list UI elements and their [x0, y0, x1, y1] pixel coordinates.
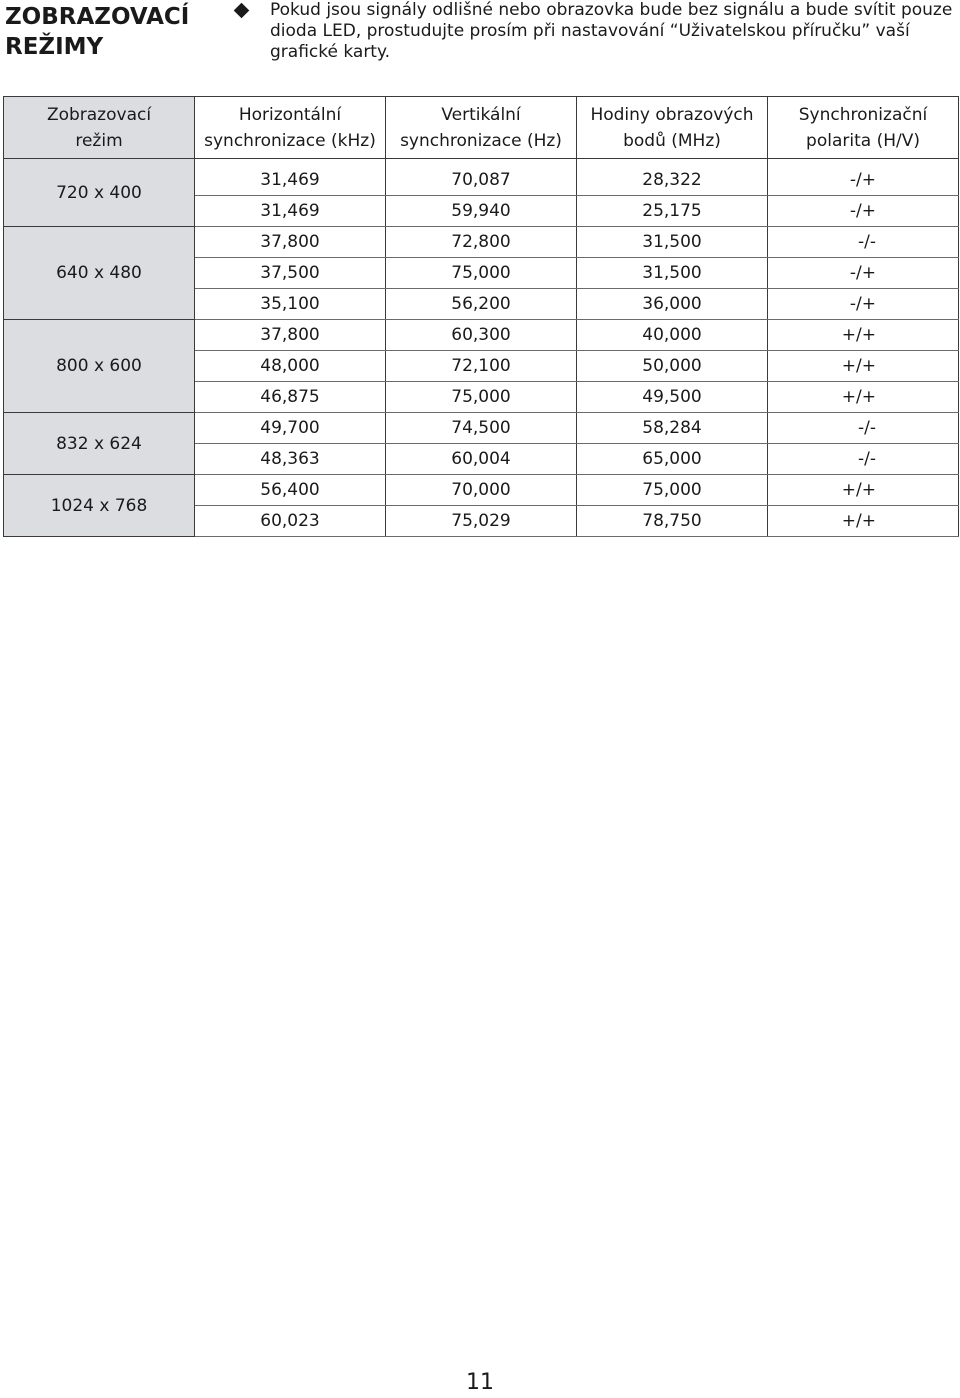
table-row [4, 159, 959, 196]
table-row [4, 413, 959, 444]
vertical-sync-cell: 59,940 [386, 196, 577, 227]
sync-polarity-cell: -/+ [768, 258, 959, 289]
horizontal-sync-cell: 31,469 [195, 159, 386, 196]
header-sync-polarity: Synchronizační polarita (H/V) [768, 97, 959, 159]
pixel-clock-cell: 31,500 [577, 258, 768, 289]
page-number: 11 [466, 1370, 494, 1395]
display-mode-cell: 1024 x 768 [4, 475, 195, 537]
horizontal-sync-cell: 37,500 [195, 258, 386, 289]
display-mode-cell: 832 x 624 [4, 413, 195, 475]
display-mode-cell: 640 x 480 [4, 227, 195, 320]
pixel-clock-cell: 28,322 [577, 159, 768, 196]
display-modes-table [3, 96, 959, 537]
sync-polarity-cell: -/- [768, 227, 959, 258]
pixel-clock-cell: 31,500 [577, 227, 768, 258]
sync-polarity-cell: +/+ [768, 506, 959, 537]
pixel-clock-cell: 75,000 [577, 475, 768, 506]
table-row [4, 475, 959, 506]
note-text: Pokud jsou signály odlišné nebo obrazovka bude bez signálu a bude svítit pouze dioda LED, prostudujte prosím při nastavování “Uživatelskou příručku” vaší grafické karty. [270, 0, 953, 62]
sync-polarity-cell: -/+ [768, 289, 959, 320]
pixel-clock-cell: 40,000 [577, 320, 768, 351]
table-header-row [4, 97, 959, 159]
horizontal-sync-cell: 31,469 [195, 196, 386, 227]
horizontal-sync-cell: 49,700 [195, 413, 386, 444]
horizontal-sync-cell: 48,363 [195, 444, 386, 475]
vertical-sync-cell: 56,200 [386, 289, 577, 320]
vertical-sync-cell: 70,087 [386, 159, 577, 196]
sync-polarity-cell: +/+ [768, 351, 959, 382]
display-mode-cell: 720 x 400 [4, 159, 195, 227]
header-horizontal-sync: Horizontální synchronizace (kHz) [195, 97, 386, 159]
pixel-clock-cell: 58,284 [577, 413, 768, 444]
horizontal-sync-cell: 60,023 [195, 506, 386, 537]
sync-polarity-cell: -/+ [768, 196, 959, 227]
sync-polarity-cell: -/- [768, 413, 959, 444]
sync-polarity-cell: -/+ [768, 159, 959, 196]
table-row [4, 227, 959, 258]
horizontal-sync-cell: 37,800 [195, 227, 386, 258]
note [236, 0, 958, 63]
pixel-clock-cell: 65,000 [577, 444, 768, 475]
pixel-clock-cell: 36,000 [577, 289, 768, 320]
vertical-sync-cell: 72,100 [386, 351, 577, 382]
vertical-sync-cell: 70,000 [386, 475, 577, 506]
pixel-clock-cell: 78,750 [577, 506, 768, 537]
header-display-mode: Zobrazovací režim [4, 97, 195, 159]
pixel-clock-cell: 50,000 [577, 351, 768, 382]
sync-polarity-cell: +/+ [768, 320, 959, 351]
pixel-clock-cell: 49,500 [577, 382, 768, 413]
vertical-sync-cell: 60,300 [386, 320, 577, 351]
vertical-sync-cell: 75,029 [386, 506, 577, 537]
vertical-sync-cell: 75,000 [386, 382, 577, 413]
section-title: ZOBRAZOVACÍ REŽIMY [5, 4, 190, 60]
table-row [4, 320, 959, 351]
pixel-clock-cell: 25,175 [577, 196, 768, 227]
sync-polarity-cell: -/- [768, 444, 959, 475]
sync-polarity-cell: +/+ [768, 475, 959, 506]
header-pixel-clock: Hodiny obrazových bodů (MHz) [577, 97, 768, 159]
display-mode-cell: 800 x 600 [4, 320, 195, 413]
vertical-sync-cell: 72,800 [386, 227, 577, 258]
horizontal-sync-cell: 37,800 [195, 320, 386, 351]
header-vertical-sync: Vertikální synchronizace (Hz) [386, 97, 577, 159]
horizontal-sync-cell: 48,000 [195, 351, 386, 382]
vertical-sync-cell: 74,500 [386, 413, 577, 444]
vertical-sync-cell: 75,000 [386, 258, 577, 289]
horizontal-sync-cell: 46,875 [195, 382, 386, 413]
horizontal-sync-cell: 56,400 [195, 475, 386, 506]
horizontal-sync-cell: 35,100 [195, 289, 386, 320]
sync-polarity-cell: +/+ [768, 382, 959, 413]
vertical-sync-cell: 60,004 [386, 444, 577, 475]
